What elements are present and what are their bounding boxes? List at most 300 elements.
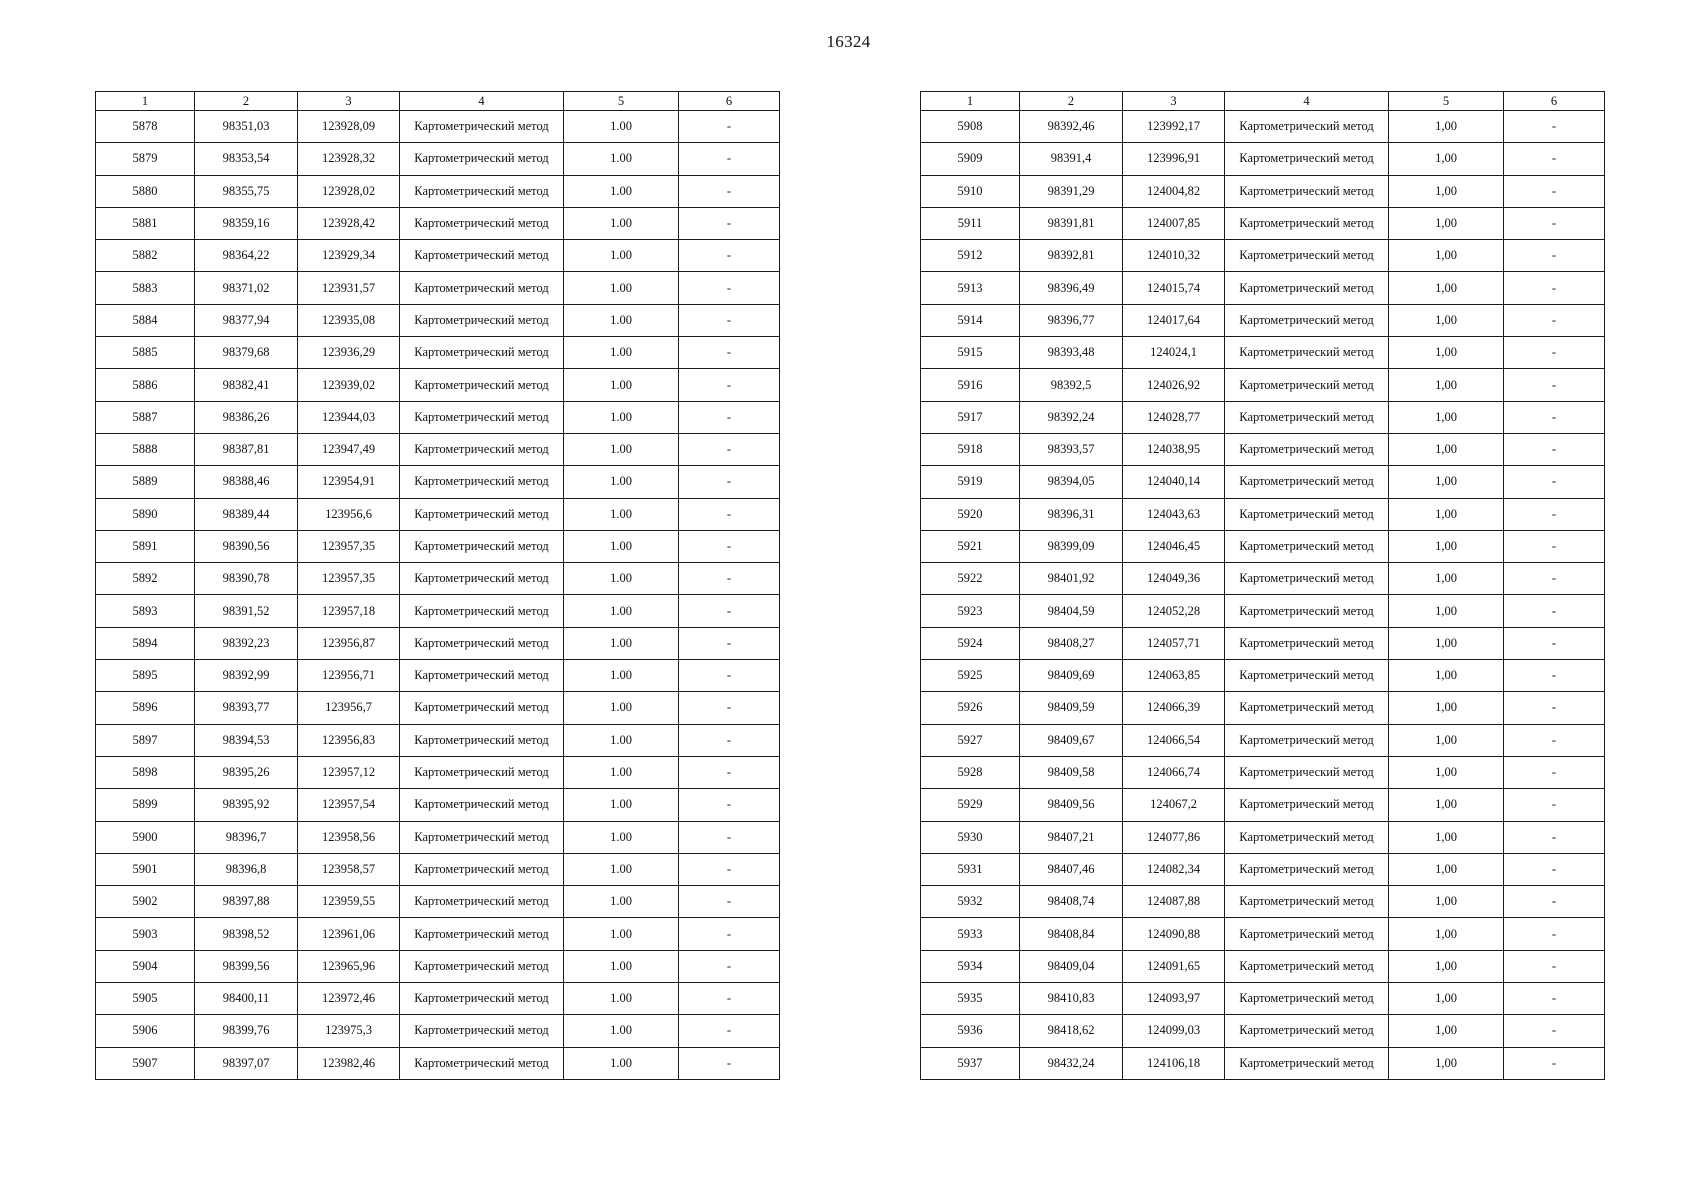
method-cell: Картометрический метод [400,563,564,595]
x-coordinate-cell: 98394,05 [1020,466,1123,498]
accuracy-cell: 1,00 [1389,111,1504,143]
y-coordinate-cell: 123947,49 [298,433,400,465]
x-coordinate-cell: 98391,81 [1020,207,1123,239]
table-row [921,272,1605,304]
accuracy-cell: 1.00 [564,692,679,724]
accuracy-cell: 1.00 [564,595,679,627]
method-cell: Картометрический метод [1225,983,1389,1015]
accuracy-cell: 1,00 [1389,950,1504,982]
method-cell: Картометрический метод [400,1047,564,1079]
accuracy-cell: 1,00 [1389,175,1504,207]
description-cell: - [679,950,780,982]
point-number-cell: 5910 [921,175,1020,207]
description-cell: - [1504,724,1605,756]
method-cell: Картометрический метод [1225,886,1389,918]
table-row [96,433,780,465]
description-cell: - [679,433,780,465]
x-coordinate-cell: 98409,69 [1020,660,1123,692]
point-number-cell: 5888 [96,433,195,465]
x-coordinate-cell: 98393,77 [195,692,298,724]
page-number: 16324 [826,32,871,51]
method-cell: Картометрический метод [1225,401,1389,433]
point-number-cell: 5933 [921,918,1020,950]
table-row [921,595,1605,627]
table-row [96,304,780,336]
description-cell: - [679,143,780,175]
table-row [96,401,780,433]
table-row [921,950,1605,982]
description-cell: - [679,918,780,950]
y-coordinate-cell: 124028,77 [1123,401,1225,433]
table-row [921,433,1605,465]
description-cell: - [1504,304,1605,336]
description-cell: - [1504,401,1605,433]
point-number-cell: 5931 [921,853,1020,885]
table-row [96,886,780,918]
y-coordinate-cell: 123928,02 [298,175,400,207]
point-number-cell: 5901 [96,853,195,885]
description-cell: - [679,692,780,724]
point-number-cell: 5890 [96,498,195,530]
x-coordinate-cell: 98392,46 [1020,111,1123,143]
accuracy-cell: 1,00 [1389,272,1504,304]
accuracy-cell: 1,00 [1389,983,1504,1015]
x-coordinate-cell: 98392,99 [195,660,298,692]
accuracy-cell: 1.00 [564,756,679,788]
description-cell: - [679,886,780,918]
accuracy-cell: 1.00 [564,207,679,239]
method-cell: Картометрический метод [400,950,564,982]
method-cell: Картометрический метод [400,660,564,692]
method-cell: Картометрический метод [400,1015,564,1047]
y-coordinate-cell: 123958,57 [298,853,400,885]
x-coordinate-cell: 98407,46 [1020,853,1123,885]
x-coordinate-cell: 98399,09 [1020,530,1123,562]
x-coordinate-cell: 98392,5 [1020,369,1123,401]
point-number-cell: 5884 [96,304,195,336]
table-row [96,821,780,853]
method-cell: Картометрический метод [400,530,564,562]
method-cell: Картометрический метод [400,886,564,918]
description-cell: - [679,304,780,336]
table-row [96,595,780,627]
method-cell: Картометрический метод [400,369,564,401]
method-cell: Картометрический метод [1225,692,1389,724]
y-coordinate-cell: 124106,18 [1123,1047,1225,1079]
method-cell: Картометрический метод [400,175,564,207]
table-row [921,563,1605,595]
x-coordinate-cell: 98388,46 [195,466,298,498]
table-body [921,111,1605,1080]
method-cell: Картометрический метод [1225,563,1389,595]
point-number-cell: 5937 [921,1047,1020,1079]
y-coordinate-cell: 124067,2 [1123,789,1225,821]
y-coordinate-cell: 123944,03 [298,401,400,433]
y-coordinate-cell: 123958,56 [298,821,400,853]
column-header-4: 4 [400,92,564,111]
method-cell: Картометрический метод [400,724,564,756]
point-number-cell: 5892 [96,563,195,595]
accuracy-cell: 1,00 [1389,886,1504,918]
y-coordinate-cell: 123956,87 [298,627,400,659]
x-coordinate-cell: 98364,22 [195,240,298,272]
table-row [921,175,1605,207]
table-row [96,337,780,369]
point-number-cell: 5913 [921,272,1020,304]
point-number-cell: 5926 [921,692,1020,724]
accuracy-cell: 1.00 [564,530,679,562]
method-cell: Картометрический метод [400,821,564,853]
x-coordinate-cell: 98397,88 [195,886,298,918]
method-cell: Картометрический метод [400,692,564,724]
table-row [96,1047,780,1079]
y-coordinate-cell: 124038,95 [1123,433,1225,465]
table-row [96,789,780,821]
point-number-cell: 5893 [96,595,195,627]
x-coordinate-cell: 98399,76 [195,1015,298,1047]
accuracy-cell: 1.00 [564,337,679,369]
accuracy-cell: 1.00 [564,660,679,692]
table-row [921,466,1605,498]
y-coordinate-cell: 124057,71 [1123,627,1225,659]
y-coordinate-cell: 124066,54 [1123,724,1225,756]
x-coordinate-cell: 98392,23 [195,627,298,659]
x-coordinate-cell: 98399,56 [195,950,298,982]
accuracy-cell: 1,00 [1389,692,1504,724]
point-number-cell: 5896 [96,692,195,724]
column-header-5: 5 [564,92,679,111]
point-number-cell: 5930 [921,821,1020,853]
x-coordinate-cell: 98409,67 [1020,724,1123,756]
y-coordinate-cell: 123935,08 [298,304,400,336]
x-coordinate-cell: 98409,58 [1020,756,1123,788]
coordinates-table-left [95,91,780,1080]
description-cell: - [679,983,780,1015]
point-number-cell: 5920 [921,498,1020,530]
table-row [96,272,780,304]
x-coordinate-cell: 98355,75 [195,175,298,207]
accuracy-cell: 1,00 [1389,143,1504,175]
x-coordinate-cell: 98401,92 [1020,563,1123,595]
description-cell: - [1504,1015,1605,1047]
description-cell: - [1504,1047,1605,1079]
point-number-cell: 5906 [96,1015,195,1047]
x-coordinate-cell: 98400,11 [195,983,298,1015]
accuracy-cell: 1,00 [1389,756,1504,788]
method-cell: Картометрический метод [400,595,564,627]
y-coordinate-cell: 123982,46 [298,1047,400,1079]
accuracy-cell: 1.00 [564,175,679,207]
table-row [921,918,1605,950]
accuracy-cell: 1,00 [1389,433,1504,465]
y-coordinate-cell: 123928,09 [298,111,400,143]
description-cell: - [1504,595,1605,627]
y-coordinate-cell: 124093,97 [1123,983,1225,1015]
x-coordinate-cell: 98393,57 [1020,433,1123,465]
method-cell: Картометрический метод [400,789,564,821]
point-number-cell: 5919 [921,466,1020,498]
table-row [921,304,1605,336]
description-cell: - [1504,207,1605,239]
x-coordinate-cell: 98351,03 [195,111,298,143]
y-coordinate-cell: 124040,14 [1123,466,1225,498]
method-cell: Картометрический метод [400,272,564,304]
accuracy-cell: 1.00 [564,950,679,982]
table-row [96,853,780,885]
table-row [921,983,1605,1015]
point-number-cell: 5899 [96,789,195,821]
table-row [96,498,780,530]
accuracy-cell: 1,00 [1389,853,1504,885]
y-coordinate-cell: 124004,82 [1123,175,1225,207]
method-cell: Картометрический метод [400,627,564,659]
point-number-cell: 5907 [96,1047,195,1079]
y-coordinate-cell: 124049,36 [1123,563,1225,595]
column-header-5: 5 [1389,92,1504,111]
column-header-6: 6 [1504,92,1605,111]
table-row [96,1015,780,1047]
table-row [96,692,780,724]
accuracy-cell: 1.00 [564,466,679,498]
x-coordinate-cell: 98409,56 [1020,789,1123,821]
table-body [96,111,780,1080]
table-row [921,530,1605,562]
column-header-2: 2 [195,92,298,111]
accuracy-cell: 1,00 [1389,595,1504,627]
method-cell: Картометрический метод [1225,498,1389,530]
method-cell: Картометрический метод [1225,143,1389,175]
y-coordinate-cell: 123996,91 [1123,143,1225,175]
description-cell: - [1504,950,1605,982]
point-number-cell: 5897 [96,724,195,756]
x-coordinate-cell: 98408,27 [1020,627,1123,659]
description-cell: - [1504,627,1605,659]
point-number-cell: 5924 [921,627,1020,659]
column-header-1: 1 [921,92,1020,111]
method-cell: Картометрический метод [1225,304,1389,336]
description-cell: - [1504,918,1605,950]
table-row [96,660,780,692]
description-cell: - [1504,530,1605,562]
description-cell: - [679,1047,780,1079]
point-number-cell: 5934 [921,950,1020,982]
accuracy-cell: 1,00 [1389,401,1504,433]
point-number-cell: 5885 [96,337,195,369]
x-coordinate-cell: 98391,29 [1020,175,1123,207]
y-coordinate-cell: 123928,32 [298,143,400,175]
x-coordinate-cell: 98392,81 [1020,240,1123,272]
accuracy-cell: 1.00 [564,789,679,821]
table-row [96,724,780,756]
table-row [921,789,1605,821]
table-row [921,1047,1605,1079]
method-cell: Картометрический метод [1225,207,1389,239]
y-coordinate-cell: 123957,35 [298,563,400,595]
description-cell: - [679,369,780,401]
y-coordinate-cell: 124024,1 [1123,337,1225,369]
y-coordinate-cell: 124043,63 [1123,498,1225,530]
y-coordinate-cell: 124090,88 [1123,918,1225,950]
y-coordinate-cell: 123957,35 [298,530,400,562]
point-number-cell: 5905 [96,983,195,1015]
x-coordinate-cell: 98398,52 [195,918,298,950]
accuracy-cell: 1.00 [564,1047,679,1079]
accuracy-cell: 1.00 [564,369,679,401]
description-cell: - [1504,498,1605,530]
x-coordinate-cell: 98392,24 [1020,401,1123,433]
description-cell: - [679,175,780,207]
table-row [96,143,780,175]
x-coordinate-cell: 98397,07 [195,1047,298,1079]
table-row [921,821,1605,853]
accuracy-cell: 1,00 [1389,240,1504,272]
point-number-cell: 5881 [96,207,195,239]
x-coordinate-cell: 98386,26 [195,401,298,433]
point-number-cell: 5909 [921,143,1020,175]
table-row [96,175,780,207]
table-row [96,756,780,788]
point-number-cell: 5923 [921,595,1020,627]
x-coordinate-cell: 98408,74 [1020,886,1123,918]
accuracy-cell: 1.00 [564,304,679,336]
table-header-row [921,92,1605,111]
accuracy-cell: 1,00 [1389,530,1504,562]
method-cell: Картометрический метод [1225,337,1389,369]
method-cell: Картометрический метод [400,498,564,530]
accuracy-cell: 1,00 [1389,789,1504,821]
x-coordinate-cell: 98394,53 [195,724,298,756]
y-coordinate-cell: 123957,12 [298,756,400,788]
point-number-cell: 5929 [921,789,1020,821]
accuracy-cell: 1.00 [564,983,679,1015]
table-row [921,853,1605,885]
description-cell: - [679,530,780,562]
description-cell: - [1504,692,1605,724]
y-coordinate-cell: 124017,64 [1123,304,1225,336]
y-coordinate-cell: 124052,28 [1123,595,1225,627]
y-coordinate-cell: 124046,45 [1123,530,1225,562]
x-coordinate-cell: 98391,4 [1020,143,1123,175]
point-number-cell: 5921 [921,530,1020,562]
description-cell: - [679,498,780,530]
accuracy-cell: 1.00 [564,272,679,304]
table-row [921,111,1605,143]
table-row [96,950,780,982]
accuracy-cell: 1,00 [1389,627,1504,659]
x-coordinate-cell: 98387,81 [195,433,298,465]
table-row [921,401,1605,433]
accuracy-cell: 1.00 [564,111,679,143]
table-row [921,1015,1605,1047]
method-cell: Картометрический метод [1225,175,1389,207]
accuracy-cell: 1,00 [1389,660,1504,692]
point-number-cell: 5922 [921,563,1020,595]
method-cell: Картометрический метод [1225,789,1389,821]
description-cell: - [1504,563,1605,595]
method-cell: Картометрический метод [400,240,564,272]
accuracy-cell: 1,00 [1389,304,1504,336]
y-coordinate-cell: 124007,85 [1123,207,1225,239]
table-row [921,886,1605,918]
method-cell: Картометрический метод [400,983,564,1015]
description-cell: - [1504,143,1605,175]
table-row [96,240,780,272]
description-cell: - [679,627,780,659]
y-coordinate-cell: 124063,85 [1123,660,1225,692]
x-coordinate-cell: 98410,83 [1020,983,1123,1015]
method-cell: Картометрический метод [1225,950,1389,982]
y-coordinate-cell: 123956,7 [298,692,400,724]
point-number-cell: 5903 [96,918,195,950]
method-cell: Картометрический метод [1225,240,1389,272]
accuracy-cell: 1.00 [564,143,679,175]
table-row [96,466,780,498]
method-cell: Картометрический метод [1225,724,1389,756]
description-cell: - [679,207,780,239]
point-number-cell: 5914 [921,304,1020,336]
table-row [96,563,780,595]
description-cell: - [1504,337,1605,369]
description-cell: - [1504,886,1605,918]
point-number-cell: 5935 [921,983,1020,1015]
method-cell: Картометрический метод [1225,466,1389,498]
description-cell: - [679,789,780,821]
method-cell: Картометрический метод [1225,853,1389,885]
accuracy-cell: 1.00 [564,563,679,595]
description-cell: - [1504,466,1605,498]
accuracy-cell: 1.00 [564,1015,679,1047]
x-coordinate-cell: 98404,59 [1020,595,1123,627]
x-coordinate-cell: 98371,02 [195,272,298,304]
x-coordinate-cell: 98396,8 [195,853,298,885]
point-number-cell: 5918 [921,433,1020,465]
column-header-1: 1 [96,92,195,111]
description-cell: - [679,111,780,143]
table-row [96,369,780,401]
y-coordinate-cell: 123972,46 [298,983,400,1015]
point-number-cell: 5886 [96,369,195,401]
table-row [921,692,1605,724]
x-coordinate-cell: 98396,49 [1020,272,1123,304]
point-number-cell: 5879 [96,143,195,175]
method-cell: Картометрический метод [1225,821,1389,853]
y-coordinate-cell: 124091,65 [1123,950,1225,982]
accuracy-cell: 1,00 [1389,918,1504,950]
y-coordinate-cell: 124026,92 [1123,369,1225,401]
table-row [921,660,1605,692]
y-coordinate-cell: 123956,6 [298,498,400,530]
description-cell: - [1504,821,1605,853]
table-row [96,111,780,143]
method-cell: Картометрический метод [1225,1047,1389,1079]
method-cell: Картометрический метод [1225,1015,1389,1047]
table-row [921,207,1605,239]
x-coordinate-cell: 98396,31 [1020,498,1123,530]
accuracy-cell: 1,00 [1389,498,1504,530]
x-coordinate-cell: 98396,7 [195,821,298,853]
method-cell: Картометрический метод [1225,595,1389,627]
table-row [96,530,780,562]
accuracy-cell: 1,00 [1389,821,1504,853]
y-coordinate-cell: 123965,96 [298,950,400,982]
description-cell: - [679,466,780,498]
accuracy-cell: 1,00 [1389,207,1504,239]
y-coordinate-cell: 123956,83 [298,724,400,756]
x-coordinate-cell: 98390,78 [195,563,298,595]
point-number-cell: 5898 [96,756,195,788]
accuracy-cell: 1.00 [564,918,679,950]
table-row [921,724,1605,756]
